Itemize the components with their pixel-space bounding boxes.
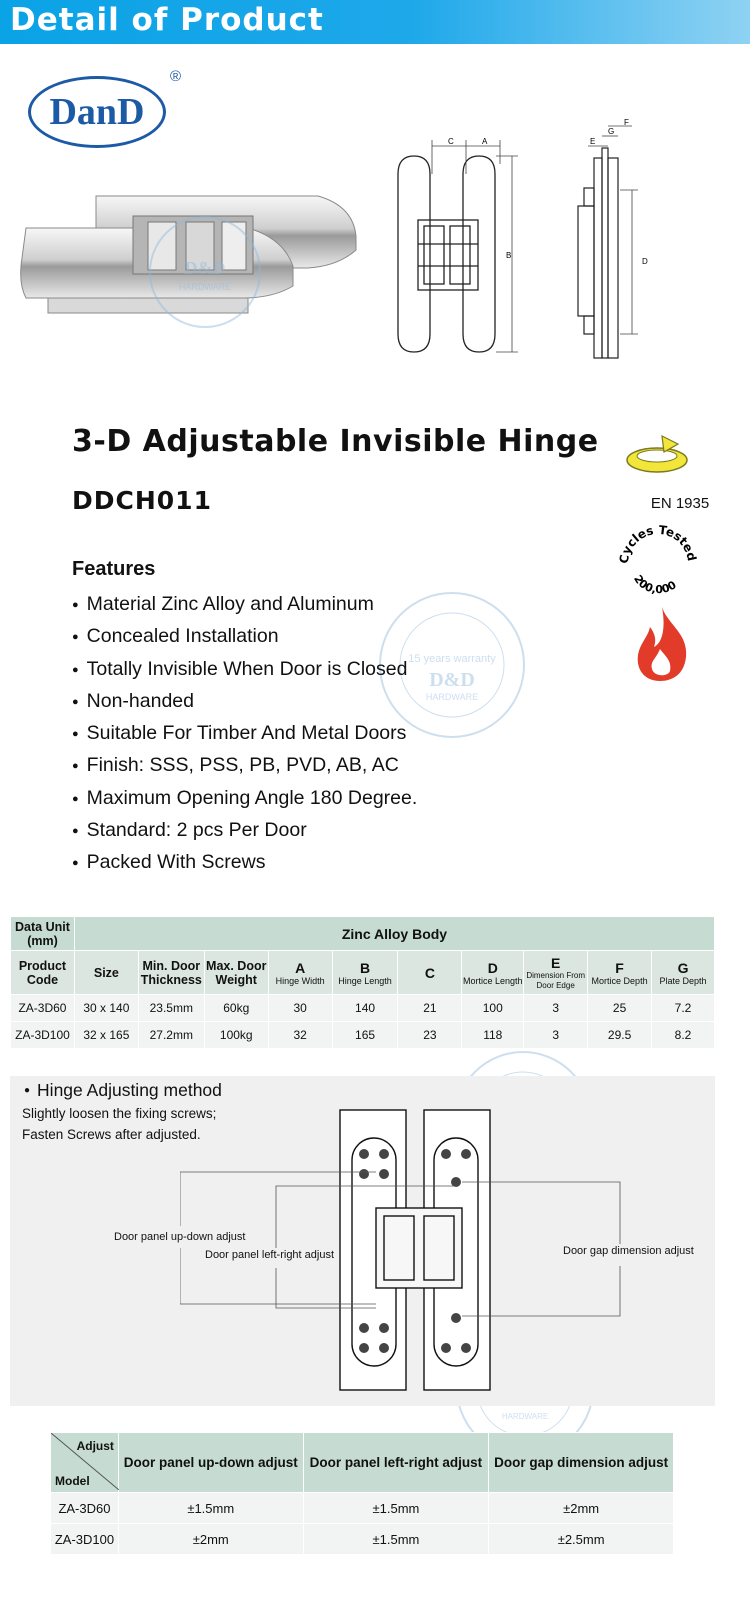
cell: 25 [588, 995, 652, 1022]
table-row [11, 1022, 715, 1049]
header-banner [0, 0, 750, 44]
feature-item: ● Concealed Installation [72, 620, 417, 652]
cell: 29.5 [588, 1022, 652, 1049]
svg-text:200,000 [631, 573, 679, 596]
table-row [51, 1493, 674, 1524]
cell: ±1.5mm [118, 1493, 303, 1524]
feature-item: ● Packed With Screws [72, 846, 417, 878]
corner-model-label: Model [55, 1474, 90, 1488]
col-d-desc: Mortice Length [462, 975, 523, 986]
cell: ZA-3D60 [51, 1493, 119, 1524]
watermark-hardware-4: HARDWARE [501, 1412, 549, 1421]
spec-table [10, 916, 715, 1049]
watermark-warranty-2: 15 years warranty [408, 653, 496, 665]
cell: 23.5mm [138, 995, 204, 1022]
adjusting-heading: ● Hinge Adjusting method [24, 1080, 222, 1101]
dim-label-b: B [506, 251, 512, 260]
feature-item: ● Suitable For Timber And Metal Doors [72, 717, 417, 749]
adjusting-note-1: Slightly loosen the fixing screws; [22, 1106, 217, 1121]
watermark-hardware-1: HARDWARE [178, 282, 232, 292]
adjust-range-table [50, 1432, 674, 1555]
col-max-weight: Max. Door Weight [204, 951, 268, 995]
col-leftright: Door panel left-right adjust [303, 1433, 489, 1493]
cell: 100kg [204, 1022, 268, 1049]
cell: 27.2mm [138, 1022, 204, 1049]
feature-item: ● Maximum Opening Angle 180 Degree. [72, 782, 417, 814]
watermark-brand-2: D&D [429, 669, 475, 691]
col-c-letter: C [424, 964, 435, 981]
cell: 32 x 165 [74, 1022, 138, 1049]
corner-adjust-label: Adjust [76, 1439, 114, 1453]
en1935-label: EN 1935 [650, 495, 710, 512]
cell: ±2mm [489, 1493, 674, 1524]
features-heading: Features [72, 558, 156, 580]
hinge-front-drawing [388, 134, 528, 364]
data-unit-cell: Data Unit (mm) [11, 917, 75, 951]
col-e-letter: E [550, 954, 561, 971]
col-product-code: Product Code [11, 951, 75, 995]
hinge-side-drawing [572, 118, 662, 368]
cell: ±1.5mm [303, 1524, 489, 1555]
table-row [51, 1524, 674, 1555]
cell: ZA-3D60 [11, 995, 75, 1022]
fire-rated-icon [632, 605, 690, 683]
cell: 60kg [204, 995, 268, 1022]
logo-text: DanD [49, 91, 145, 133]
cell: ±2.5mm [489, 1524, 674, 1555]
adjust-corner-cell [51, 1433, 119, 1493]
col-size: Size [74, 951, 138, 995]
watermark-hardware-2: HARDWARE [425, 692, 479, 702]
col-e-desc: Dimension From Door Edge [526, 970, 585, 990]
cell: 140 [332, 995, 398, 1022]
cycles-tested-text: Cycles Tested [616, 522, 699, 565]
col-d [462, 951, 524, 995]
cell: 7.2 [652, 995, 715, 1022]
label-gap-adjust: Door gap dimension adjust [563, 1245, 694, 1257]
dim-label-d: D [642, 257, 648, 266]
cell: 165 [332, 1022, 398, 1049]
adjusting-note-2: Fasten Screws after adjusted. [22, 1127, 201, 1142]
product-code: DDCH011 [72, 486, 212, 515]
features-list [72, 588, 417, 879]
dim-label-c: C [448, 137, 454, 146]
cycles-tested-badge [616, 518, 700, 602]
cell: 8.2 [652, 1022, 715, 1049]
cell: 118 [462, 1022, 524, 1049]
feature-item: ● Finish: SSS, PSS, PB, PVD, AB, AC [72, 749, 417, 781]
svg-text:Cycles Tested [617, 523, 699, 565]
col-e [524, 951, 588, 995]
col-a-desc: Hinge Width [275, 975, 325, 986]
cell: ZA-3D100 [51, 1524, 119, 1555]
cell: ZA-3D100 [11, 1022, 75, 1049]
cell: ±2mm [118, 1524, 303, 1555]
cell: 3 [524, 1022, 588, 1049]
dim-label-a: A [482, 137, 488, 146]
cell: ±1.5mm [303, 1493, 489, 1524]
col-f-letter: F [615, 959, 624, 976]
table-row [11, 995, 715, 1022]
col-g [652, 951, 715, 995]
watermark-stamp-1 [130, 212, 280, 332]
cell: 30 x 140 [74, 995, 138, 1022]
feature-item: ● Non-handed [72, 685, 417, 717]
zinc-alloy-body-header: Zinc Alloy Body [74, 917, 714, 951]
cell: 23 [398, 1022, 462, 1049]
col-g-desc: Plate Depth [659, 975, 707, 986]
feature-item: ● Standard: 2 pcs Per Door [72, 814, 417, 846]
col-f [588, 951, 652, 995]
col-a [268, 951, 332, 995]
feature-item: ● Totally Invisible When Door is Closed [72, 653, 417, 685]
col-f-desc: Mortice Depth [591, 975, 648, 986]
rotation-arrow-icon [622, 432, 692, 480]
cell: 21 [398, 995, 462, 1022]
dim-label-e: E [590, 137, 596, 146]
product-title: 3-D Adjustable Invisible Hinge [72, 424, 599, 459]
cell: 30 [268, 995, 332, 1022]
col-g-letter: G [677, 959, 689, 976]
col-c [398, 951, 462, 995]
cell: 32 [268, 1022, 332, 1049]
feature-item: ● Material Zinc Alloy and Aluminum [72, 588, 417, 620]
cell: 100 [462, 995, 524, 1022]
col-d-letter: D [487, 959, 498, 976]
dim-label-f: F [624, 118, 629, 127]
col-a-letter: A [295, 959, 306, 976]
dim-label-g: G [608, 127, 615, 136]
cell: 3 [524, 995, 588, 1022]
watermark-brand-1: D&D [184, 258, 226, 278]
registered-mark: ® [170, 68, 182, 85]
col-b [332, 951, 398, 995]
col-b-desc: Hinge Length [338, 975, 392, 986]
banner-title: Detail of Product [10, 2, 324, 38]
col-b-letter: B [359, 959, 371, 976]
cycles-count-text: 200,000 [631, 572, 679, 597]
label-updown-adjust: Door panel up-down adjust [114, 1231, 246, 1243]
label-leftright-adjust: Door panel left-right adjust [205, 1249, 335, 1261]
brand-logo [28, 68, 182, 150]
col-updown: Door panel up-down adjust [118, 1433, 303, 1493]
col-gap: Door gap dimension adjust [489, 1433, 674, 1493]
col-min-thickness: Min. Door Thickness [138, 951, 204, 995]
